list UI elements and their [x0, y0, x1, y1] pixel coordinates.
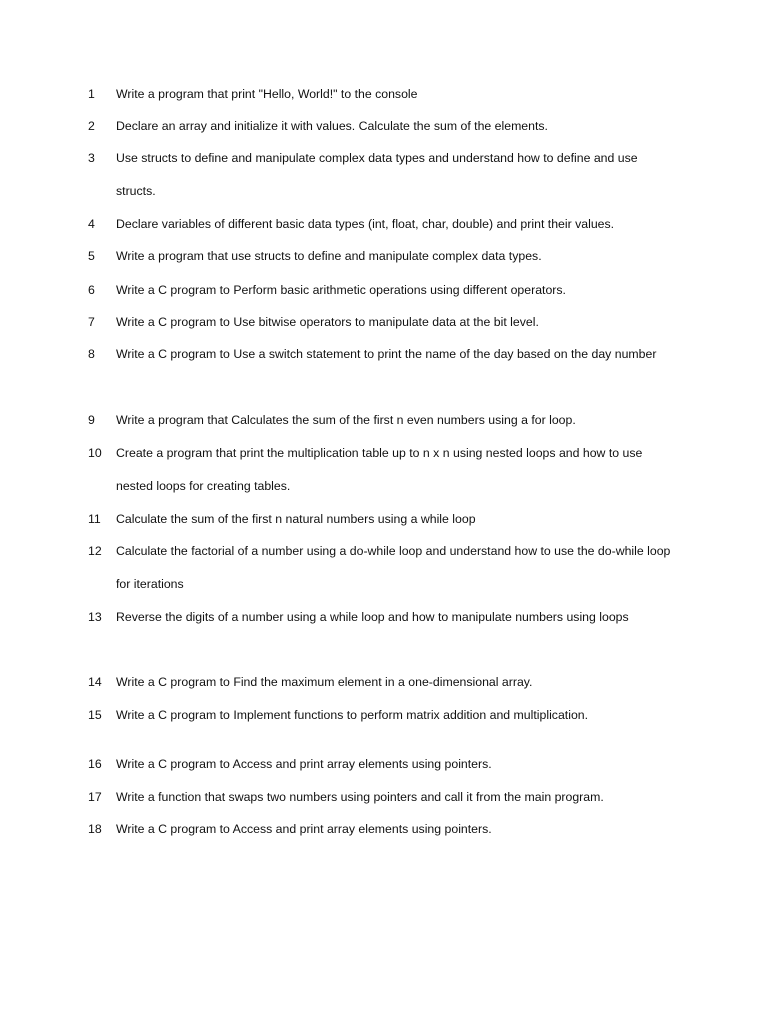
item-text: Use structs to define and manipulate complex data types and understand how to define and use structs.	[116, 151, 638, 198]
item-number: 18	[88, 822, 102, 836]
item-number: 8	[88, 347, 95, 361]
item-text: Declare variables of different basic data types (int, float, char, double) and print their values.	[116, 217, 615, 231]
item-text: Reverse the digits of a number using a while loop and how to manipulate numbers using loops	[116, 610, 629, 624]
item-number: 10	[88, 446, 102, 460]
item-text: Write a C program to Implement functions to perform matrix addition and multiplication.	[116, 708, 589, 722]
item-text: Write a C program to Perform basic arithmetic operations using different operators.	[116, 283, 566, 297]
item-text: Calculate the sum of the first n natural numbers using a while loop	[116, 512, 476, 526]
item-text: Write a program that print "Hello, World!" to the console	[116, 87, 418, 101]
item-number: 16	[88, 757, 102, 771]
item-text: Write a C program to Use a switch statement to print the name of the day based on the day number	[116, 347, 657, 361]
item-text: Declare an array and initialize it with values. Calculate the sum of the elements.	[116, 119, 548, 133]
item-number: 4	[88, 217, 95, 231]
item-number: 3	[88, 151, 95, 165]
item-number: 9	[88, 413, 95, 427]
item-number: 17	[88, 790, 102, 804]
item-text: Write a function that swaps two numbers using pointers and call it from the main program.	[116, 790, 604, 804]
item-text: Write a program that Calculates the sum of the first n even numbers using a for loop.	[116, 413, 576, 427]
item-number: 12	[88, 544, 102, 558]
item-number: 7	[88, 315, 95, 329]
item-text: Write a C program to Access and print array elements using pointers.	[116, 757, 492, 771]
item-number: 14	[88, 675, 102, 689]
item-text: Write a C program to Find the maximum element in a one-dimensional array.	[116, 675, 533, 689]
item-number: 15	[88, 708, 102, 722]
item-number: 5	[88, 249, 95, 263]
item-text: Write a program that use structs to define and manipulate complex data types.	[116, 249, 542, 263]
item-number: 11	[88, 512, 101, 526]
item-text: Write a C program to Use bitwise operators to manipulate data at the bit level.	[116, 315, 539, 329]
item-number: 2	[88, 119, 95, 133]
item-text: Write a C program to Access and print array elements using pointers.	[116, 822, 492, 836]
item-number: 6	[88, 283, 95, 297]
item-text: Create a program that print the multiplication table up to n x n using nested loops and how to use nested loops for creating tables.	[116, 446, 643, 493]
item-number: 1	[88, 87, 95, 101]
item-number: 13	[88, 610, 102, 624]
item-text: Calculate the factorial of a number using a do-while loop and understand how to use the do-while loop for iterations	[116, 544, 671, 591]
